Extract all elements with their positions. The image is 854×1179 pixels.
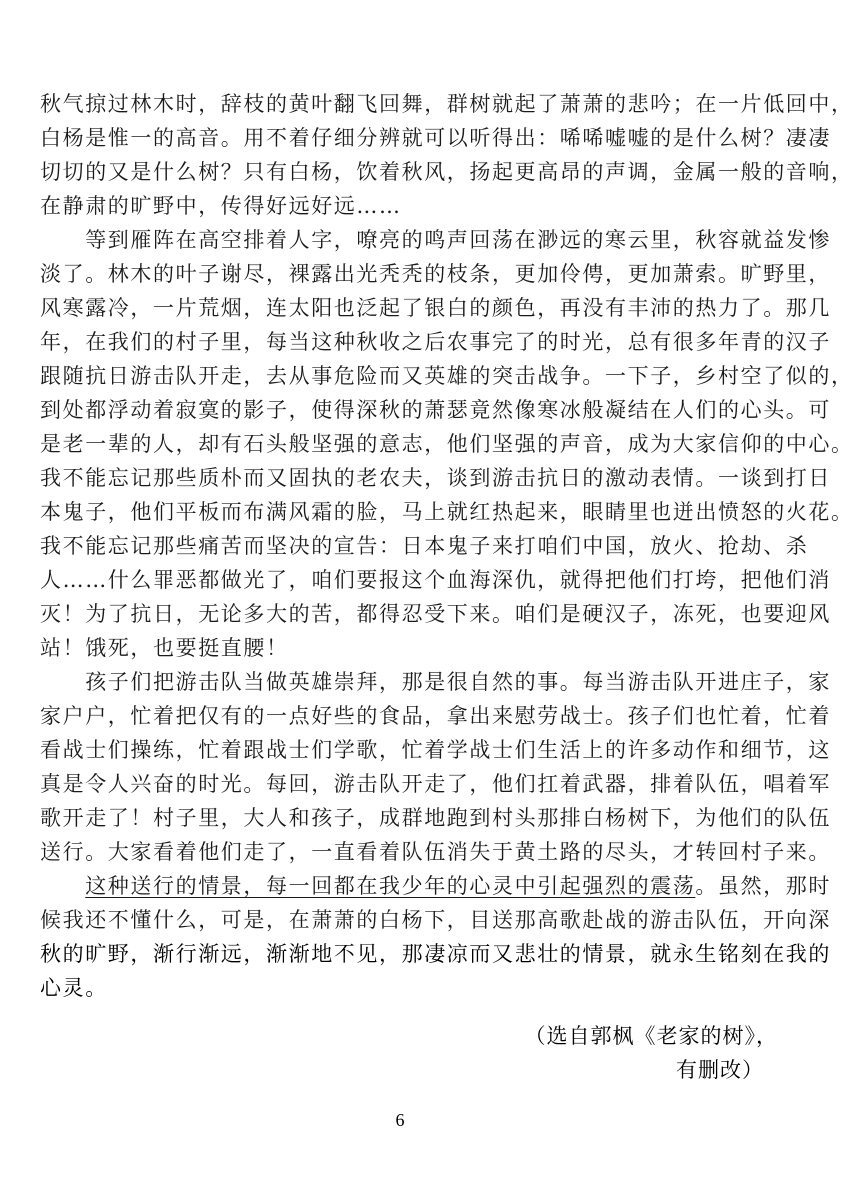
text-line: 真是令人兴奋的时光。每回，游击队开走了，他们扛着武器，排着队伍，唱着军 (40, 772, 831, 796)
text-line (40, 870, 832, 902)
text-line: 本鬼子，他们平板而布满风霜的脸，马上就红热起来，眼睛里也迸出愤怒的火花。 (40, 500, 854, 524)
text-line: 白杨是惟一的高音。用不着仔细分辨就可以听得出：唏唏嘘嘘的是什么树？凄凄 (40, 126, 831, 150)
text-line: 秋的旷野，渐行渐远，渐渐地不见，那凄凉而又悲壮的情景，就永生铭刻在我的 (40, 942, 831, 966)
text-line: 送行。大家看着他们走了，一直看着队伍消失于黄土路的尽头，才转回村子来。 (40, 840, 831, 864)
text-line: 等到雁阵在高空排着人字，嘹亮的鸣声回荡在渺远的寒云里，秋容就益发惨 (40, 228, 831, 252)
text-line: 我不能忘记那些痛苦而坚决的宣告：日本鬼子来打咱们中国，放火、抢劫、杀 (40, 534, 809, 558)
text-line: 跟随抗日游击队开走，去从事危险而又英雄的突击战争。一下子，乡村空了似的， (40, 364, 854, 388)
source-attribution-note: 有删改） (676, 1058, 764, 1082)
text-line-rest: 。虽然，那时 (695, 874, 832, 898)
text-line: 歌开走了！村子里，大人和孩子，成群地跑到村头那排白杨树下，为他们的队伍 (40, 806, 831, 830)
text-line: 年，在我们的村子里，每当这种秋收之后农事完了的时光，总有很多年青的汉子 (40, 330, 831, 354)
text-line: 淡了。林木的叶子谢尽，裸露出光秃秃的枝条，更加伶俜，更加萧索。旷野里， (40, 262, 831, 286)
text-line: 秋气掠过林木时，辞枝的黄叶翻飞回舞，群树就起了萧萧的悲吟；在一片低回中， (40, 92, 854, 116)
text-line: 人……什么罪恶都做光了，咱们要报这个血海深仇，就得把他们打垮，把他们消 (40, 568, 831, 592)
text-line: 我不能忘记那些质朴而又固执的老农夫，谈到游击抗日的激动表情。一谈到打日 (40, 466, 831, 490)
text-line: 到处都浮动着寂寞的影子，使得深秋的萧瑟竟然像寒冰般凝结在人们的心头。可 (40, 398, 831, 422)
text-line: 家户户，忙着把仅有的一点好些的食品，拿出来慰劳战士。孩子们也忙着，忙着 (40, 704, 831, 728)
text-line: 孩子们把游击队当做英雄崇拜，那是很自然的事。每当游击队开进庄子，家 (40, 670, 831, 694)
text-line: 看战士们操练，忙着跟战士们学歌，忙着学战士们生活上的许多动作和细节，这 (40, 738, 831, 762)
page-number: 6 (395, 1110, 405, 1130)
text-line: 风寒露冷，一片荒烟，连太阳也泛起了银白的颜色，再没有丰沛的热力了。那几 (40, 296, 831, 320)
paragraph-indent (40, 874, 85, 898)
text-line: 在静肃的旷野中，传得好远好远…… (40, 194, 402, 218)
source-attribution: （选自郭枫《老家的树》， (524, 1024, 778, 1048)
text-line: 是老一辈的人，却有石头般坚强的意志，他们坚强的声音，成为大家信仰的中心。 (40, 432, 854, 456)
text-line: 候我还不懂什么，可是，在萧萧的白杨下，目送那高歌赴战的游击队伍，开向深 (40, 908, 831, 932)
text-line: 心灵。 (40, 976, 108, 1000)
underlined-sentence: 这种送行的情景，每一回都在我少年的心灵中引起强烈的震荡 (85, 874, 696, 898)
text-line: 站！饿死，也要挺直腰！ (40, 636, 289, 660)
text-line: 灭！为了抗日，无论多大的苦，都得忍受下来。咱们是硬汉子，冻死，也要迎风 (40, 602, 831, 626)
text-line: 切切的又是什么树？只有白杨，饮着秋风，扬起更高昂的声调，金属一般的音响， (40, 160, 854, 184)
